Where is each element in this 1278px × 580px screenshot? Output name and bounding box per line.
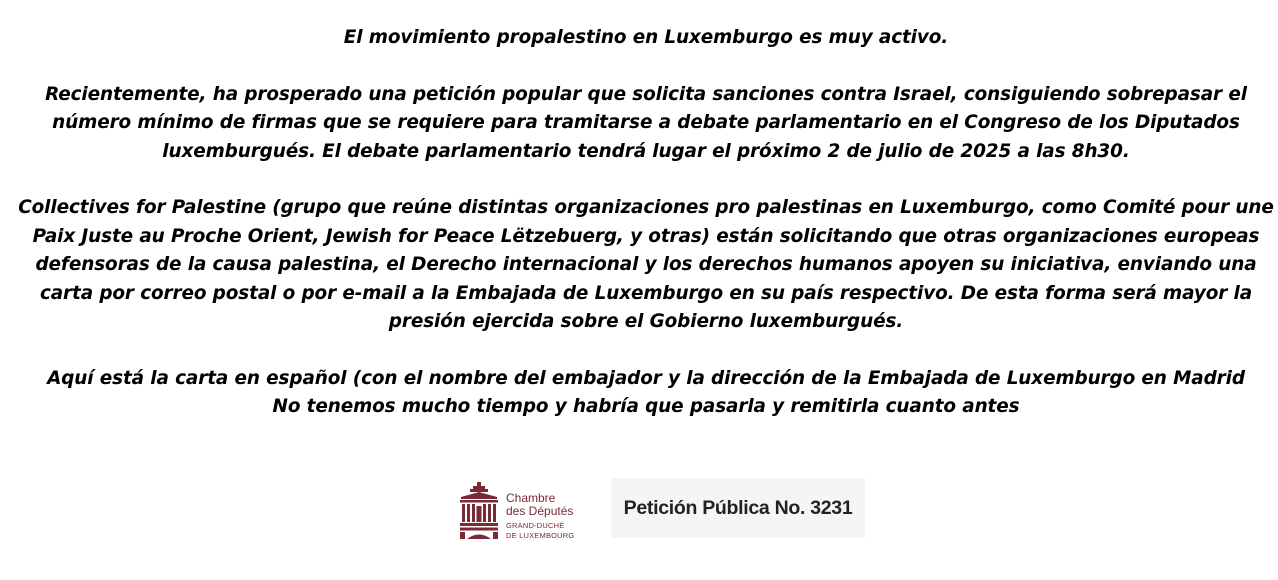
logo-text [506, 492, 574, 540]
petition-paragraph: Recientemente, ha prosperado una petición popular que solicita sanciones contra Israel, consiguiendo sobrepasar el número mínimo de firmas que se requiere para tramitarse a debate parlamentario en el Congreso de los Diputados luxemburgués. El debate parlamentario tendrá lugar el próximo 2 de julio de 2025 a las 8h30. [45, 83, 1247, 162]
intro-paragraph: El movimiento propalestino en Luxemburgo es muy activo. [343, 27, 949, 48]
logo-text-grand-duche: GRAND-DUCHÉ [506, 521, 565, 530]
petition-number-box[interactable] [611, 478, 865, 538]
logo-text-luxembourg: DE LUXEMBOURG [506, 530, 575, 540]
collectives-paragraph: Collectives for Palestine (grupo que reúne distintas organizaciones pro palestinas en Luxemburgo, como Comité pour une Paix Juste au Proche Orient, Jewish for Peace Lëtzebuerg, y otras) están solicitando que otras organizaciones europeas defensoras de la causa palestina, el Derecho internacional y los derechos humanos apoyen su iniciativa, enviando una carta por correo postal o por e-mail a la Embajada de Luxemburgo en su país respectivo. De esta forma será mayor la presión ejercida sobre el Gobierno luxemburgués. [18, 197, 1274, 333]
article-body [14, 24, 1278, 422]
letter-paragraph [14, 365, 1278, 422]
letter-line-2: No tenemos mucho tiempo y habría que pasarla y remitirla cuanto antes [272, 396, 1020, 418]
logo-text-deputes: des Députés [506, 504, 574, 518]
petition-number-label: Petición Pública No. 3231 [623, 496, 853, 519]
letter-line-1: Aquí está la carta en español (con el nombre del embajador y la dirección de la Embajada de Luxemburgo en Madrid [47, 367, 1245, 389]
footer-banner [0, 478, 1278, 540]
parliament-building-icon [458, 482, 500, 540]
logo-text-chambre: Chambre [506, 491, 556, 505]
chambre-des-deputes-logo[interactable] [458, 482, 593, 540]
